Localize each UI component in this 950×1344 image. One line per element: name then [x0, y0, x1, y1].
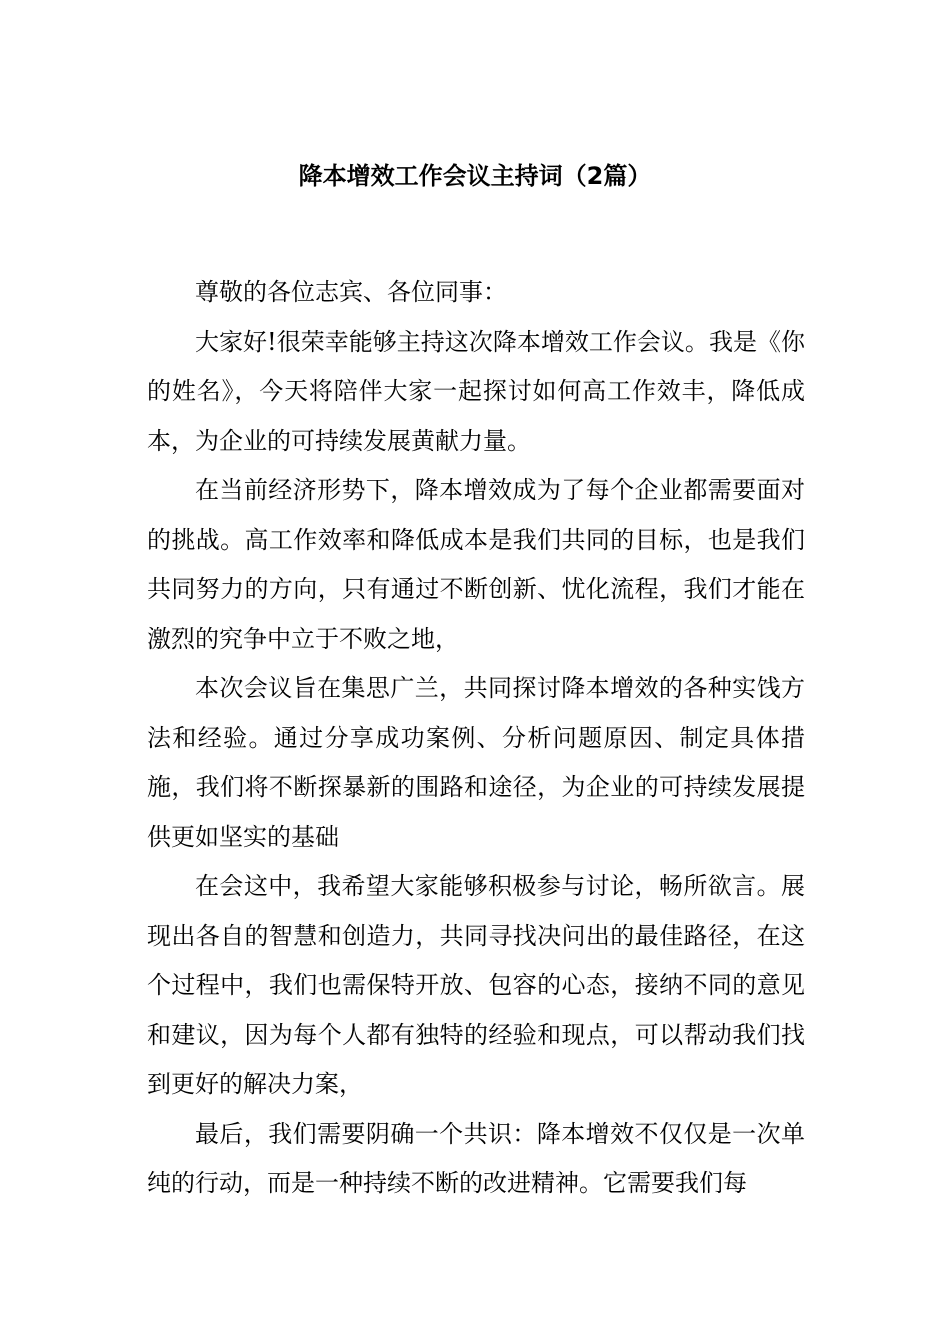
paragraph-purpose: 本次会议旨在集思广兰，共同探讨降本增效的各种实饯方法和经验。通过分享成功案例、分析问题原因、制定具体措施，我们将不断探暴新的围路和途径，为企业的可持续发展提供更如坚实的基础: [147, 674, 805, 851]
document-title: 降本增效工作会议主持词（2篇）: [298, 162, 652, 190]
paragraph-conclusion: 最后，我们需要阴确一个共识：降本增效不仅仅是一次单纯的行动，而是一种持续不断的改进精神。它需要我们每: [147, 1119, 805, 1197]
paragraph-participation: 在会这中，我希望大家能够积极参与讨论，畅所欲言。展现出各自的智慧和创造力，共同寻找决问出的最佳路径，在这个过程中，我们也需保特开放、包容的心态，接纳不同的意见和建议，因为每个人都有独特的经验和现点，可以帮动我们找到更好的解决力案，: [147, 872, 805, 1098]
paragraph-greeting: 大家好!很荣幸能够主持这次降本增效工作会议。我是《你的姓名》，今天将陪伴大家一起探讨如何高工作效丰，降低成本，为企业的可持续发展黄献力量。: [147, 327, 805, 455]
paragraph-background: 在当前经济形势下，降本增效成为了每个企业都需要面对的挑战。高工作效率和降低成本是我们共同的目标，也是我们共同努力的方向，只有通过不断创新、忧化流程，我们才能在激烈的究争中立于不败之地，: [147, 476, 805, 653]
document-body: [147, 268, 805, 1209]
paragraph-salutation: 尊敬的各位志宾、各位同事：: [195, 278, 507, 306]
